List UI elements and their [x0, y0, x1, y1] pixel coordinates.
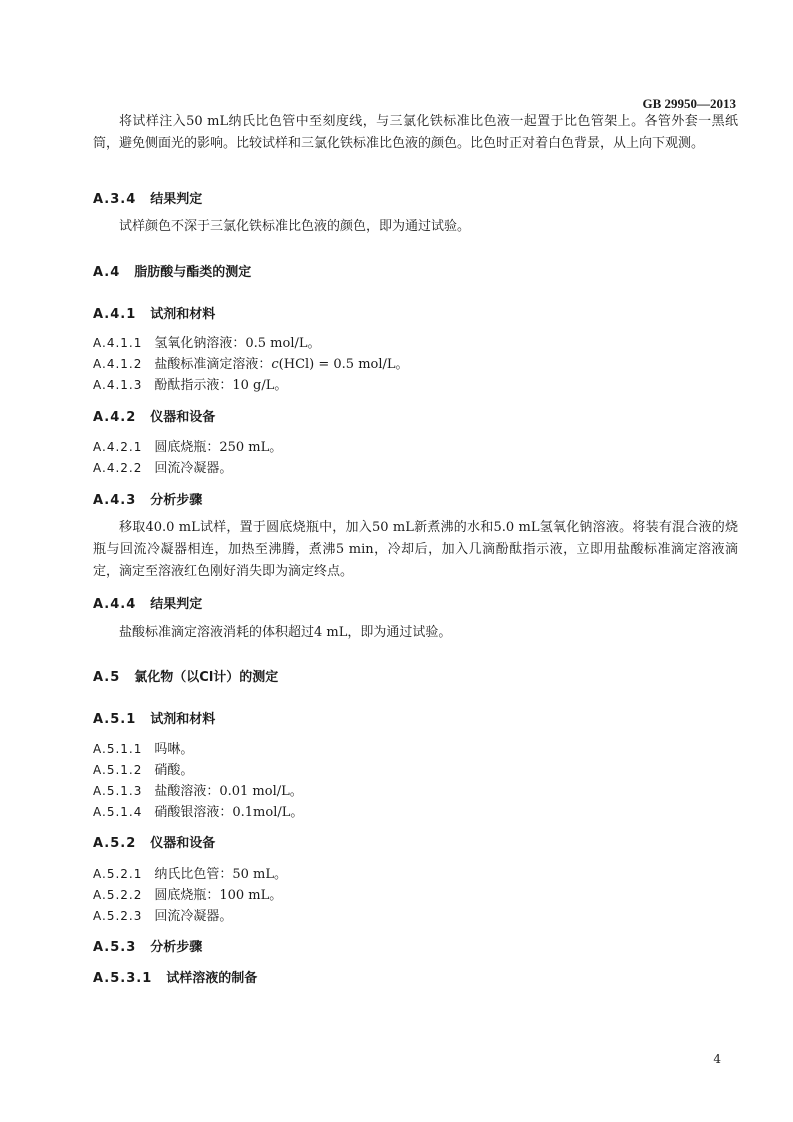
- heading-a51: [93, 708, 215, 727]
- item-text: 圆底烧瓶：100 mL。: [154, 888, 283, 903]
- heading-title: 分析步骤: [150, 493, 203, 508]
- item-number: A.4.1.1: [93, 336, 143, 350]
- heading-a4: [93, 261, 251, 280]
- list-item-a521: [93, 863, 287, 882]
- concentration-symbol: c: [271, 357, 279, 372]
- item-number: A.5.1.4: [93, 805, 143, 819]
- list-item-a512: [93, 759, 193, 778]
- heading-title: 试剂和材料: [150, 307, 216, 322]
- item-text: 圆底烧瓶：250 mL。: [154, 440, 283, 455]
- list-item-a511: [93, 738, 193, 757]
- heading-a53: [93, 936, 202, 955]
- list-item-a421: [93, 436, 282, 455]
- item-text: 回流冷凝器。: [154, 909, 233, 924]
- item-number: A.5.2.2: [93, 888, 143, 902]
- heading-title: 结果判定: [150, 597, 203, 612]
- item-number: A.4.1.2: [93, 357, 143, 371]
- standard-number-header: GB 29950—2013: [642, 96, 736, 111]
- item-text: 酚酞指示液：10 g/L。: [154, 378, 288, 393]
- heading-number: A.5: [93, 670, 121, 685]
- heading-a44: [93, 593, 202, 612]
- list-item-a422: [93, 457, 232, 476]
- heading-number: A.5.3.1: [93, 971, 153, 986]
- list-item-a412: [93, 353, 409, 372]
- item-number: A.5.1.2: [93, 763, 143, 777]
- paragraph-a34-result: 试样颜色不深于三氯化铁标准比色液的颜色，即为通过试验。: [119, 219, 471, 234]
- item-text: 硝酸。: [154, 763, 194, 778]
- item-text: 盐酸溶液：0.01 mol/L。: [154, 784, 303, 799]
- heading-number: A.4.4: [93, 597, 137, 612]
- item-number: A.5.2.3: [93, 909, 143, 923]
- item-number: A.5.1.3: [93, 784, 143, 798]
- heading-number: A.4: [93, 265, 121, 280]
- heading-a5: [93, 666, 278, 685]
- list-item-a522: [93, 884, 282, 903]
- heading-title: 结果判定: [150, 192, 203, 207]
- heading-number: A.5.1: [93, 712, 137, 727]
- list-item-a513: [93, 780, 303, 799]
- list-item-a514: [93, 801, 303, 820]
- heading-title: 仪器和设备: [150, 836, 216, 851]
- heading-number: A.4.1: [93, 307, 137, 322]
- item-text: 氢氧化钠溶液：0.5 mol/L。: [154, 336, 321, 351]
- heading-title: 试剂和材料: [150, 712, 216, 727]
- item-number: A.5.1.1: [93, 742, 143, 756]
- item-text-post: (HCl) = 0.5 mol/L。: [278, 357, 409, 372]
- heading-number: A.4.2: [93, 410, 137, 425]
- list-item-a411: [93, 332, 321, 351]
- heading-title: 脂肪酸与酯类的测定: [134, 265, 252, 280]
- item-text-pre: 盐酸标准滴定溶液：: [154, 357, 272, 372]
- heading-a43: [93, 489, 202, 508]
- item-text: 纳氏比色管：50 mL。: [154, 867, 287, 882]
- heading-a41: [93, 303, 215, 322]
- list-item-a523: [93, 905, 232, 924]
- heading-a34: [93, 188, 202, 207]
- paragraph-a33-procedure: 将试样注入50 mL纳氏比色管中至刻度线，与三氯化铁标准比色液一起置于比色管架上。各管外套一黑纸筒，避免侧面光的影响。比较试样和三氯化铁标准比色液的颜色。比色时正对着白色背景，从上向下观测。: [93, 114, 738, 151]
- item-number: A.4.1.3: [93, 378, 143, 392]
- heading-number: A.4.3: [93, 493, 137, 508]
- heading-a531: [93, 967, 257, 986]
- heading-number: A.3.4: [93, 192, 137, 207]
- heading-title: 分析步骤: [150, 940, 203, 955]
- heading-title: 试样溶液的制备: [166, 971, 258, 986]
- paragraph-a44-result: 盐酸标准滴定溶液消耗的体积超过4 mL，即为通过试验。: [119, 625, 452, 640]
- item-number: A.5.2.1: [93, 867, 143, 881]
- page-number: 4: [713, 1052, 721, 1066]
- paragraph-a43-procedure: 移取40.0 mL试样，置于圆底烧瓶中，加入50 mL新煮沸的水和5.0 mL氢氧化钠溶液。将装有混合液的烧瓶与回流冷凝器相连，加热至沸腾，煮沸5 min，冷却后，加入几滴酚酞指示液，立即用盐酸标准滴定溶液滴定，滴定至溶液红色刚好消失即为滴定终点。: [93, 520, 738, 579]
- item-text: 吗啉。: [154, 742, 194, 757]
- heading-a52: [93, 832, 215, 851]
- heading-title: 仪器和设备: [150, 410, 216, 425]
- heading-a42: [93, 406, 215, 425]
- heading-number: A.5.2: [93, 836, 137, 851]
- heading-number: A.5.3: [93, 940, 137, 955]
- item-number: A.4.2.1: [93, 440, 143, 454]
- item-text: 硝酸银溶液：0.1mol/L。: [154, 805, 304, 820]
- item-text: 回流冷凝器。: [154, 461, 233, 476]
- list-item-a413: [93, 374, 287, 393]
- item-number: A.4.2.2: [93, 461, 143, 475]
- heading-title: 氯化物（以Cl计）的测定: [134, 670, 279, 685]
